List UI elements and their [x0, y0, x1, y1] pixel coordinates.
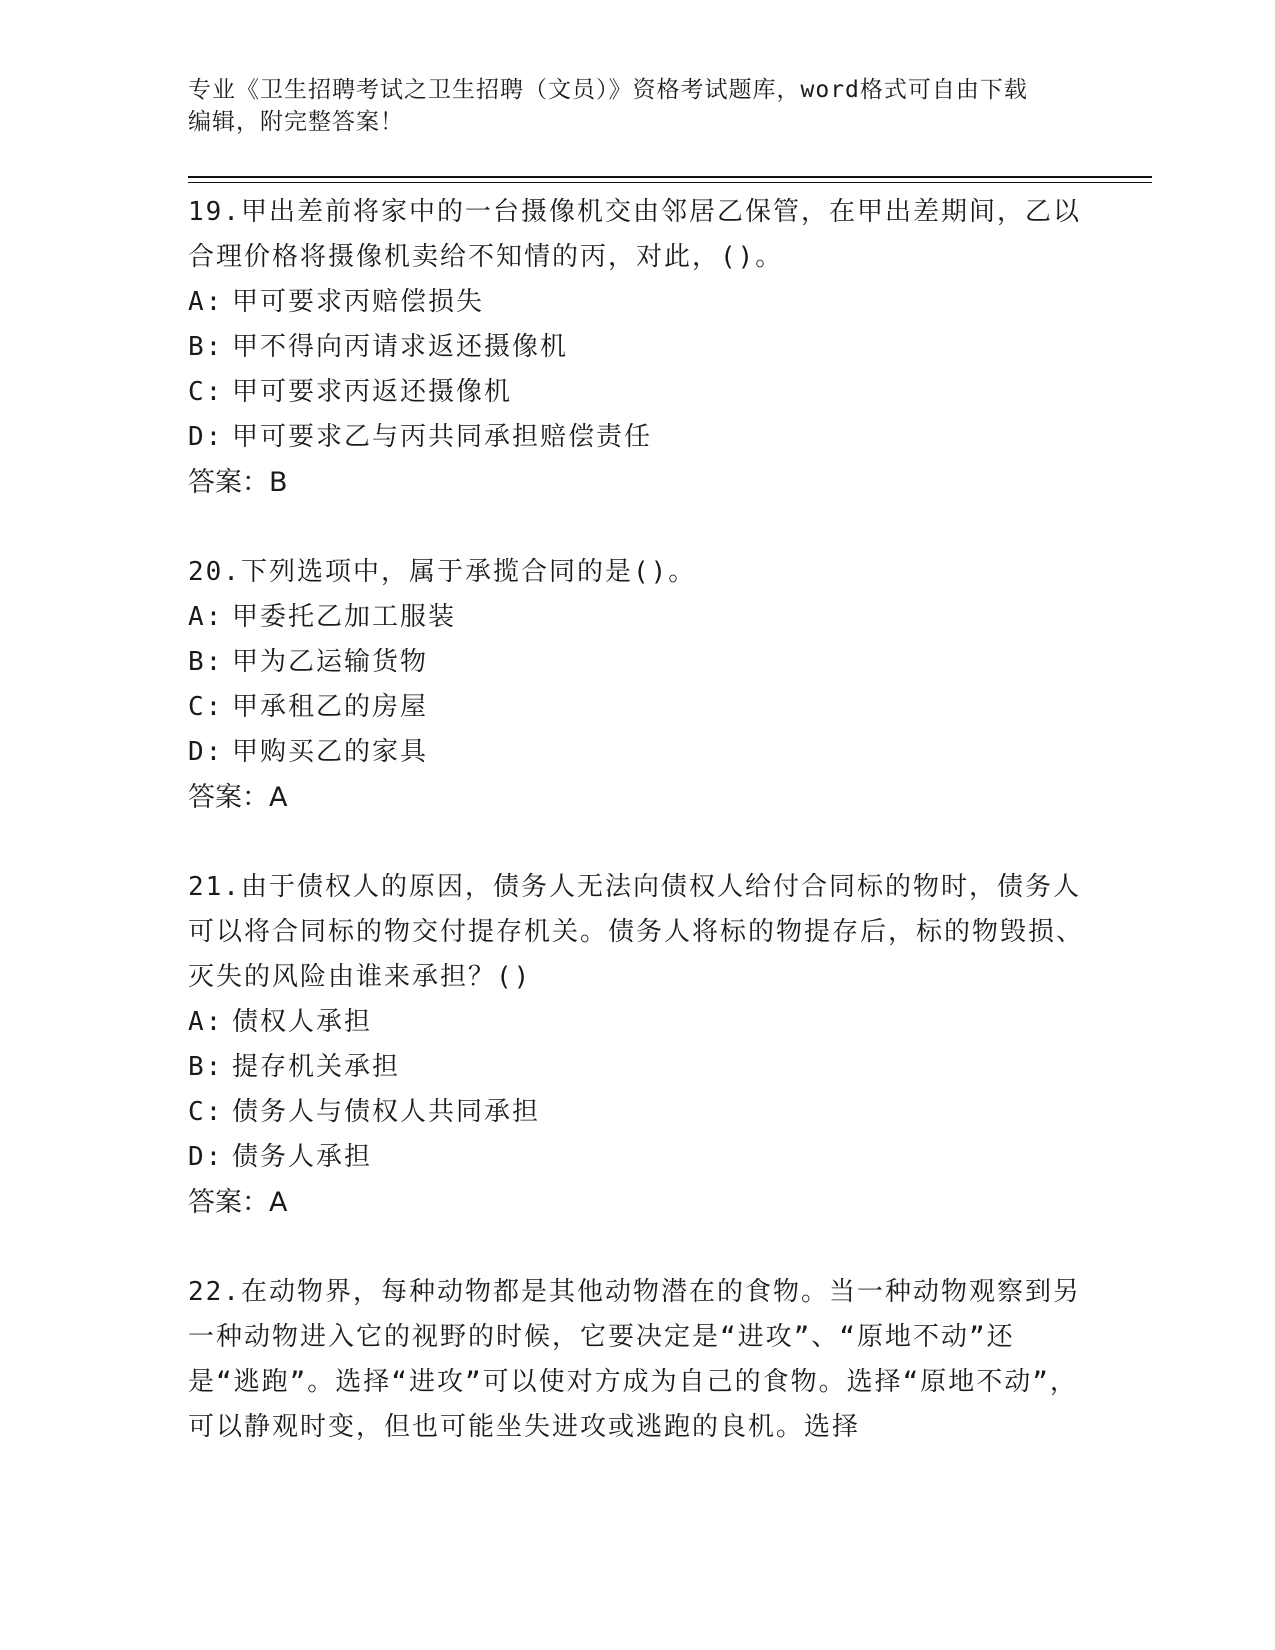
question-22	[188, 1270, 1088, 1450]
option-label: C:	[188, 692, 224, 722]
question-text: 20.下列选项中，属于承揽合同的是()。	[188, 557, 697, 587]
option-a	[188, 595, 1088, 640]
answer: 答案：B	[188, 467, 288, 498]
question-19	[188, 190, 1088, 505]
option-text: 甲可要求丙返还摄像机	[232, 377, 513, 407]
question-text: 21.由于债权人的原因，债务人无法向债权人给付合同标的物时，债务人可以将合同标的物交付提存机关。债务人将标的物提存后，标的物毁损、灭失的风险由谁来承担？()	[188, 872, 1085, 992]
option-text: 提存机关承担	[232, 1052, 401, 1082]
question-list	[188, 190, 1088, 1495]
question-text: 22.在动物界，每种动物都是其他动物潜在的食物。当一种动物观察到另一种动物进入它的视野的时候，它要决定是“进攻”、“原地不动”还是“逃跑”。选择“进攻”可以使对方成为自己的食物。选择“原地不动”，可以静观时变，但也可能坐失进攻或逃跑的良机。选择	[188, 1277, 1081, 1442]
option-label: B:	[188, 332, 224, 362]
option-a	[188, 280, 1088, 325]
option-label: D:	[188, 422, 224, 452]
option-label: A:	[188, 287, 224, 317]
option-b	[188, 325, 1088, 370]
option-label: A:	[188, 602, 224, 632]
document-header	[188, 74, 1088, 138]
option-label: C:	[188, 377, 224, 407]
option-label: B:	[188, 647, 224, 677]
option-text: 甲不得向丙请求返还摄像机	[232, 332, 569, 362]
header-line-2: 编辑，附完整答案！	[188, 109, 404, 135]
option-c	[188, 685, 1088, 730]
option-text: 甲承租乙的房屋	[232, 692, 429, 722]
header-divider-thick	[188, 176, 1152, 178]
option-b	[188, 1045, 1088, 1090]
option-d	[188, 730, 1088, 775]
option-c	[188, 1090, 1088, 1135]
option-text: 债务人承担	[232, 1142, 373, 1172]
question-21	[188, 865, 1088, 1225]
option-label: B:	[188, 1052, 224, 1082]
option-text: 甲购买乙的家具	[232, 737, 429, 767]
answer: 答案：A	[188, 782, 288, 813]
header-divider-thin	[188, 182, 1152, 183]
question-20	[188, 550, 1088, 820]
option-label: A:	[188, 1007, 224, 1037]
option-text: 债权人承担	[232, 1007, 373, 1037]
option-label: C:	[188, 1097, 224, 1127]
option-text: 甲可要求丙赔偿损失	[232, 287, 485, 317]
option-a	[188, 1000, 1088, 1045]
option-text: 甲可要求乙与丙共同承担赔偿责任	[232, 422, 653, 452]
option-b	[188, 640, 1088, 685]
option-c	[188, 370, 1088, 415]
option-label: D:	[188, 737, 224, 767]
option-d	[188, 415, 1088, 460]
question-text: 19.甲出差前将家中的一台摄像机交由邻居乙保管，在甲出差期间，乙以合理价格将摄像机卖给不知情的丙，对此，()。	[188, 197, 1081, 272]
option-d	[188, 1135, 1088, 1180]
header-line-1: 专业《卫生招聘考试之卫生招聘（文员）》资格考试题库，word格式可自由下载	[188, 77, 1028, 103]
option-text: 债务人与债权人共同承担	[232, 1097, 541, 1127]
answer: 答案：A	[188, 1187, 288, 1218]
option-text: 甲委托乙加工服装	[232, 602, 457, 632]
option-text: 甲为乙运输货物	[232, 647, 429, 677]
option-label: D:	[188, 1142, 224, 1172]
